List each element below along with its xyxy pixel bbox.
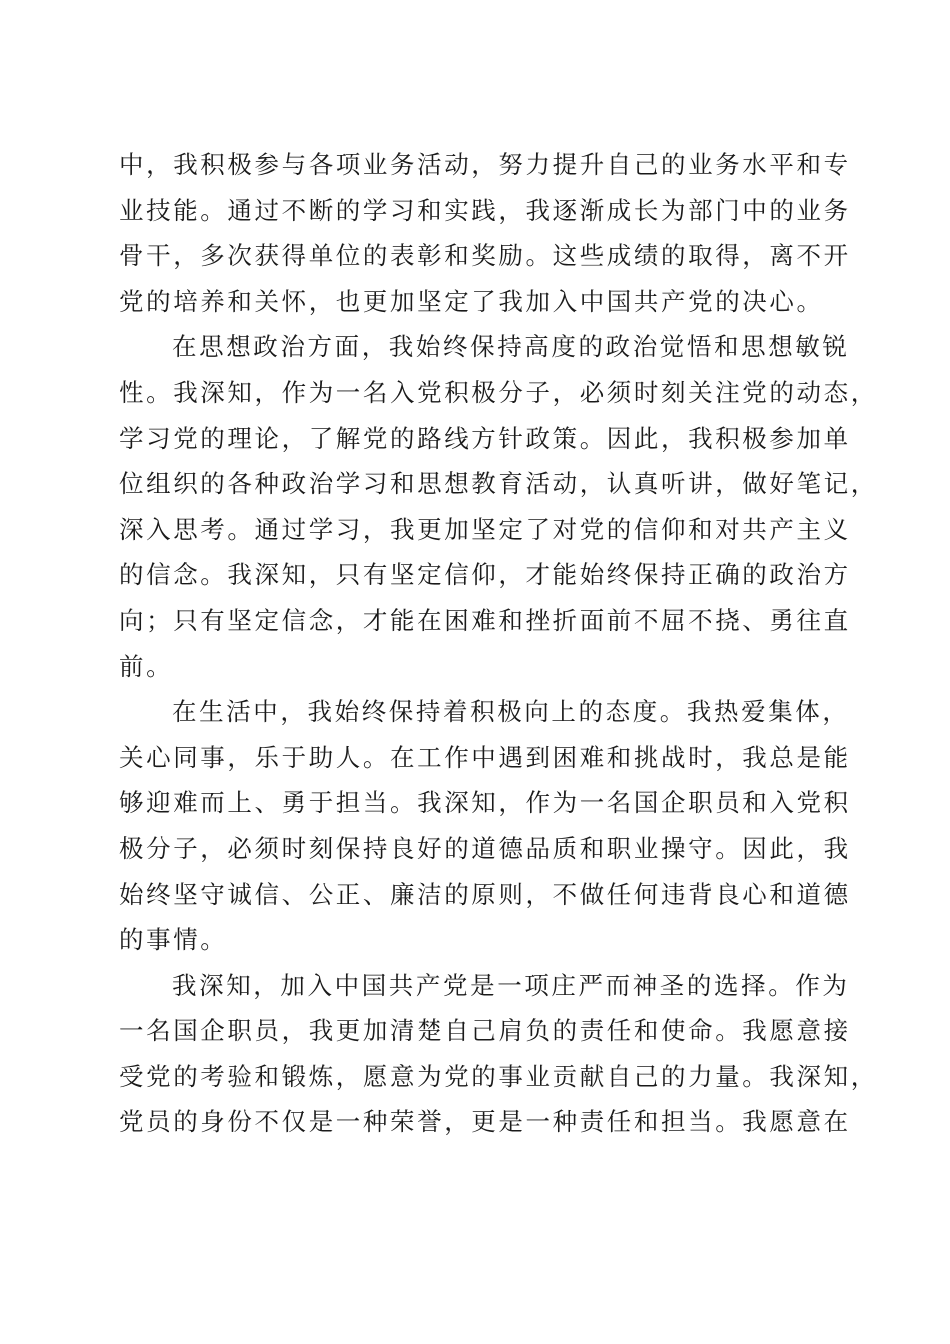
document-body	[119, 142, 878, 1145]
paragraph-3-line-6: 的事情。	[119, 925, 228, 955]
paragraph-2-line-5: 深入思考。通过学习，我更加坚定了对党的信仰和对共产主义	[119, 514, 851, 544]
paragraph-2-line-2: 性。我深知，作为一名入党积极分子，必须时刻关注党的动态，	[119, 377, 878, 407]
paragraph-1-line-1: 中，我积极参与各项业务活动，努力提升自己的业务水平和专	[119, 150, 851, 179]
paragraph-3-line-2: 关心同事，乐于助人。在工作中遇到困难和挑战时，我总是能	[119, 742, 851, 772]
paragraph-2-line-8: 前。	[119, 651, 174, 681]
paragraph-1-line-3: 骨干，多次获得单位的表彰和奖励。这些成绩的取得，离不开	[119, 241, 851, 271]
paragraph-2-line-4: 位组织的各种政治学习和思想教育活动，认真听讲，做好笔记，	[119, 469, 878, 499]
paragraph-1-line-4: 党的培养和关怀，也更加坚定了我加入中国共产党的决心。	[119, 286, 824, 316]
paragraph-2-line-7: 向；只有坚定信念，才能在困难和挫折面前不屈不挠、勇往直	[119, 605, 851, 635]
paragraph-3-line-1: 在生活中，我始终保持着积极向上的态度。我热爱集体，	[172, 697, 850, 727]
paragraph-4-line-4: 党员的身份不仅是一种荣誉，更是一种责任和担当。我愿意在	[119, 1107, 851, 1137]
paragraph-4-line-2: 一名国企职员，我更加清楚自己肩负的责任和使命。我愿意接	[119, 1016, 851, 1046]
paragraph-4-line-3: 受党的考验和锻炼，愿意为党的事业贡献自己的力量。我深知，	[119, 1061, 878, 1091]
paragraph-3-line-3: 够迎难而上、勇于担当。我深知，作为一名国企职员和入党积	[119, 788, 851, 818]
paragraph-3-line-5: 始终坚守诚信、公正、廉洁的原则，不做任何违背良心和道德	[119, 879, 851, 909]
paragraph-2-line-1: 在思想政治方面，我始终保持高度的政治觉悟和思想敏锐	[172, 332, 850, 362]
paragraph-3-line-4: 极分子，必须时刻保持良好的道德品质和职业操守。因此，我	[119, 833, 851, 863]
paragraph-1-line-2: 业技能。通过不断的学习和实践，我逐渐成长为部门中的业务	[119, 195, 851, 225]
paragraph-4-line-1: 我深知，加入中国共产党是一项庄严而神圣的选择。作为	[172, 970, 850, 1000]
paragraph-2-line-3: 学习党的理论，了解党的路线方针政策。因此，我积极参加单	[119, 423, 851, 453]
paragraph-2-line-6: 的信念。我深知，只有坚定信仰，才能始终保持正确的政治方	[119, 560, 851, 590]
